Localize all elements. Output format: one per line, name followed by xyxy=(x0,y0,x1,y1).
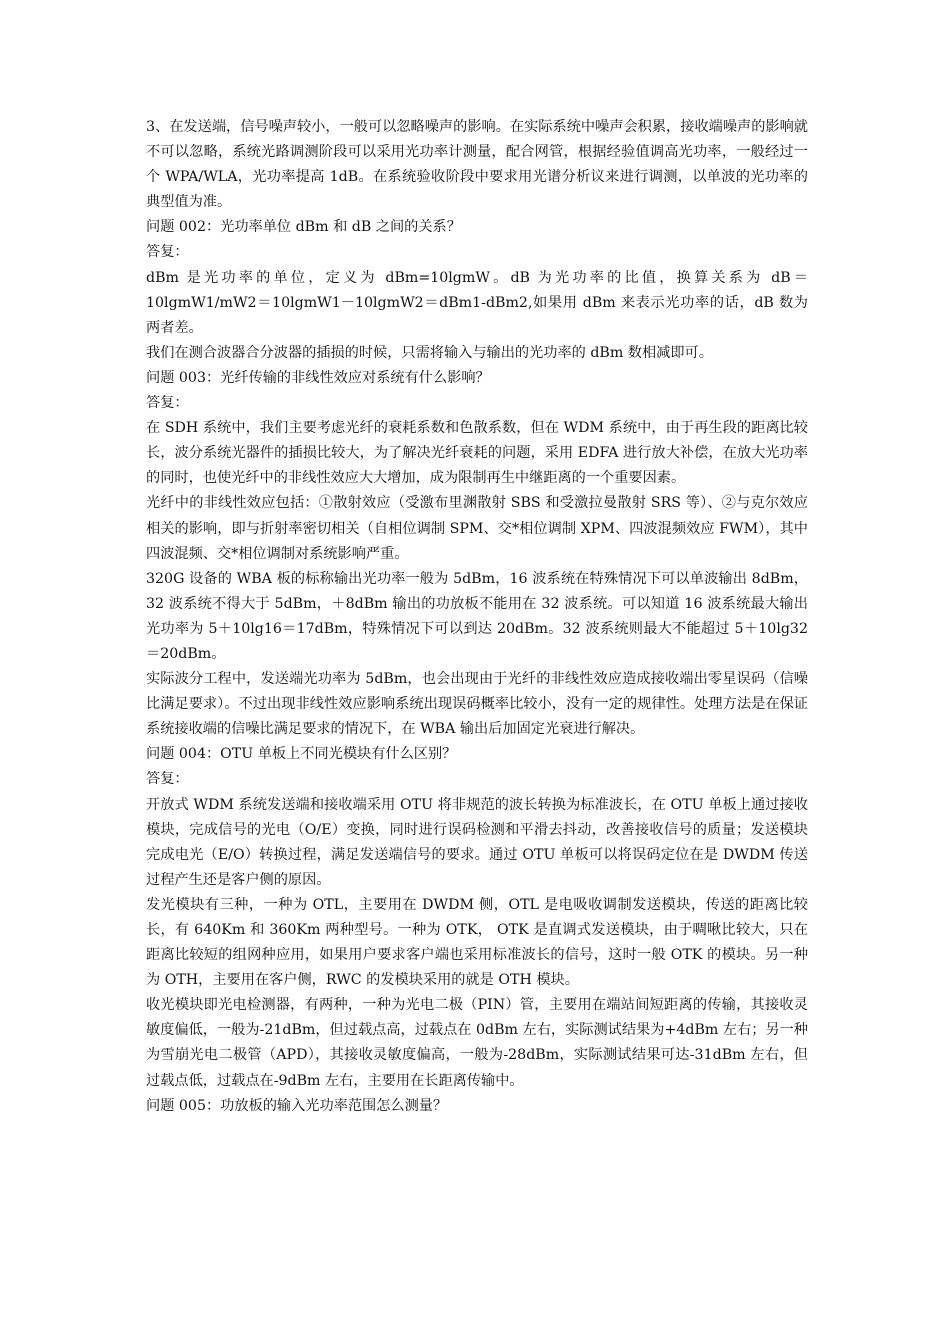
answer-label: 答复： xyxy=(146,244,189,261)
paragraph-noise: 3、在发送端，信号噪声较小，一般可以忽略噪声的影响。在实际系统中噪声会积累，接收端噪声的影响就不可以忽略，系统光路调测阶段可以采用光功率计测量，配合网管，根据经验值调高光功率，一般经过一个 WPA/WLA，光功率提高 1dB。在系统验收阶段中要求用光谱分析议来进行调测，以单波的光功率的典型值为准。 xyxy=(146,119,808,211)
question-002: 问题 002：光功率单位 dBm 和 dB 之间的关系？ xyxy=(146,219,461,236)
paragraph-sdh-wdm: 在 SDH 系统中，我们主要考虑光纤的衰耗系数和色散系数，但在 WDM 系统中，由于再生段的距离比较长，波分系统光器件的插损比较大，为了解决光纤衰耗的问题，采用 EDFA 进行放大补偿，在放大光功率的同时，也使光纤中的非线性效应大大增加，成为限制再生中继距离的一个重要因素。 xyxy=(146,420,808,487)
paragraph-transmit-modules: 发光模块有三种，一种为 OTL，主要用在 DWDM 侧，OTL 是电吸收调制发送模块，传送的距离比较长，有 640Km 和 360Km 两种型号。一种为 OTK， OTK 是直调式发送模块，由于啁啾比较大，只在距离比较短的组网种应用，如果用户要求客户端也采用标准波长的信号，这时一般 OTK 的模块。另一种为 OTH，主要用在客户侧，RWC 的发模块采用的就是 OTH 模块。 xyxy=(146,896,808,989)
answer-label: 答复： xyxy=(146,395,189,412)
paragraph-nonlinear-effects: 光纤中的非线性效应包括：①散射效应（受激布里渊散射 SBS 和受激拉曼散射 SRS 等）、②与克尔效应相关的影响，即与折射率密切相关（自相位调制 SPM、交*相位调制 XPM、四波混频效应 FWM），其中四波混频、交*相位调制对系统影响严重。 xyxy=(146,495,808,562)
answer-label: 答复： xyxy=(146,771,189,788)
paragraph-wba-power: 320G 设备的 WBA 板的标称输出光功率一般为 5dBm，16 波系统在特殊情况下可以单波输出 8dBm，32 波系统不得大于 5dBm，＋8dBm 输出的功放板不能用在 32 波系统。可以知道 16 波系统最大输出光功率为 5＋10lg16＝17dBm，特殊情况下可以到达 20dBm。32 波系统则最大不能超过 5＋10lg32＝20dBm。 xyxy=(146,570,808,662)
paragraph-engineering: 实际波分工程中，发送端光功率为 5dBm，也会出现由于光纤的非线性效应造成接收端出零星误码（信噪比满足要求）。不过出现非线性效应影响系统出现误码概率比较小，没有一定的规律性。处理方法是在保证系统接收端的信噪比满足要求的情况下，在 WBA 输出后加固定光衰进行解决。 xyxy=(146,671,808,738)
question-005: 问题 005：功放板的输入光功率范围怎么测量？ xyxy=(146,1097,448,1114)
paragraph-dbm-definition: dBm 是光功率的单位，定义为 dBm=10lgmW。dB 为光功率的比值，换算关系为 dB＝10lgmW1/mW2＝10lgmW1－10lgmW2＝dBm1-dBm2,如果用 dBm 来表示光功率的话，dB 数为两者差。 xyxy=(146,269,808,336)
paragraph-insertion-loss: 我们在测合波器合分波器的插损的时候，只需将输入与输出的光功率的 dBm 数相减即可。 xyxy=(146,344,713,361)
document-body xyxy=(146,115,808,1119)
question-004: 问题 004：OTU 单板上不同光模块有什么区别？ xyxy=(146,746,457,763)
paragraph-otu: 开放式 WDM 系统发送端和接收端采用 OTU 将非规范的波长转换为标准波长，在 OTU 单板上通过接收模块，完成信号的光电（O/E）变换，同时进行误码检测和平滑去抖动，改善接收信号的质量；发送模块完成电光（E/O）转换过程，满足发送端信号的要求。通过 OTU 单板可以将误码定位在是 DWDM 传送过程产生还是客户侧的原因。 xyxy=(146,796,808,888)
question-003: 问题 003：光纤传输的非线性效应对系统有什么影响？ xyxy=(146,369,490,386)
paragraph-receive-modules: 收光模块即光电检测器，有两种，一种为光电二极（PIN）管，主要用在端站间短距离的传输，其接收灵敏度偏低，一般为-21dBm，但过载点高，过载点在 0dBm 左右，实际测试结果为+4dBm 左右；另一种为雪崩光电二极管（APD），其接收灵敏度偏高，一般为-28dBm，实际测试结果可达-31dBm 左右，但过载点低，过载点在-9dBm 左右，主要用在长距离传输中。 xyxy=(146,997,808,1089)
